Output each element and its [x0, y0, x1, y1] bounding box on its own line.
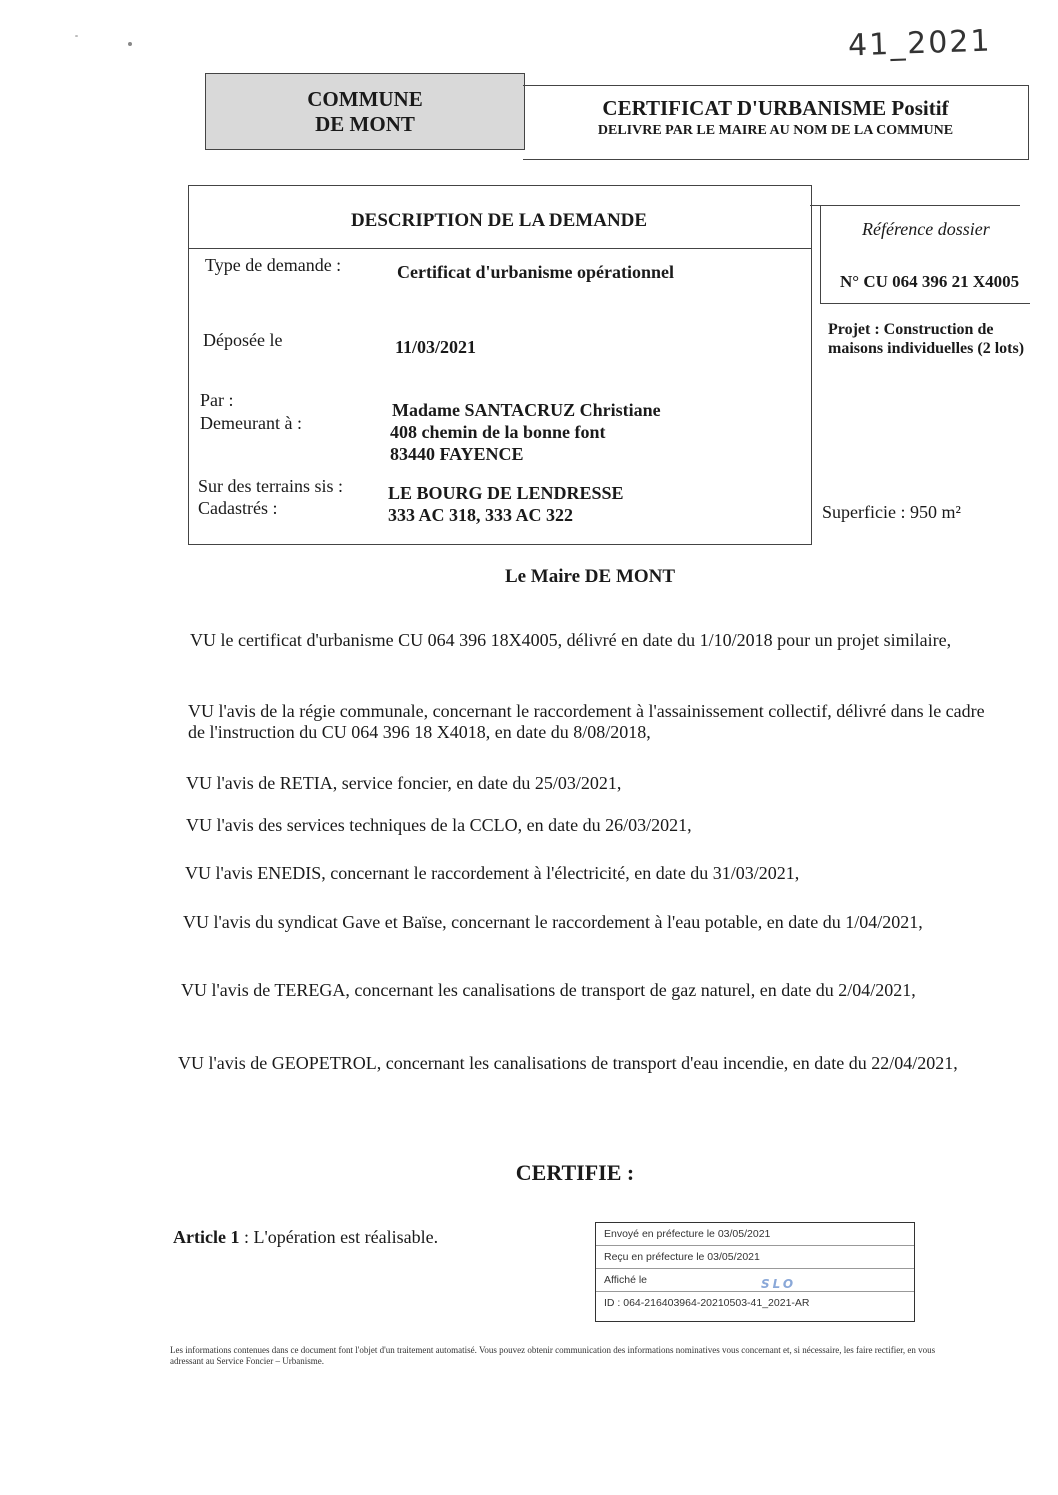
certificate-title: CERTIFICAT D'URBANISME Positif [602, 96, 949, 120]
footer-note: Les informations contenues dans ce document font l'objet d'un traitement automatisé. Vous pouvez obtenir communication des informations nominatives vous concernant et, si nécessaire, les faire rectifier, en vous adressant au Service Foncier – Urbanisme. [170, 1345, 936, 1366]
article-1-label: Article 1 [173, 1227, 240, 1247]
vu-paragraph: VU l'avis de la régie communale, concernant le raccordement à l'assainissement collectif, délivré dans le cadre de l'instruction du CU 064 396 18 X4018, en date du 8/08/2018, [188, 701, 985, 742]
deposee-value: 11/03/2021 [395, 337, 477, 357]
par-value: Madame SANTACRUZ Christiane [392, 400, 661, 420]
ref-box-bottom [820, 303, 1030, 304]
cadastres-value: 333 AC 318, 333 AC 322 [388, 505, 574, 525]
commune-box [205, 73, 525, 150]
cadastres-label: Cadastrés : [198, 498, 278, 518]
ref-box-top [810, 205, 1020, 206]
commune-line2: DE MONT [315, 111, 415, 136]
certifie-title: CERTIFIE : [515, 1160, 635, 1185]
type-label: Type de demande : [205, 255, 342, 275]
ref-number: N° CU 064 396 21 X4005 [840, 272, 1020, 291]
address-line1: 408 chemin de la bonne font [390, 422, 606, 442]
scan-speck [75, 35, 78, 37]
maire-title: Le Maire DE MONT [504, 566, 676, 587]
address-line2: 83440 FAYENCE [390, 444, 524, 464]
vu-paragraph: VU l'avis de GEOPETROL, concernant les canalisations de transport d'eau incendie, en date du 22/04/2021, [178, 1053, 958, 1073]
vu-paragraph: VU l'avis du syndicat Gave et Baïse, concernant le raccordement à l'eau potable, en date du 1/04/2021, [183, 912, 923, 932]
projet-text: Projet : Construction de maisons individuelles (2 lots) [828, 321, 1025, 357]
stamp-recu: Reçu en préfecture le 03/05/2021 [596, 1246, 914, 1269]
article-1-text: : L'opération est réalisable. [239, 1227, 439, 1247]
vu-paragraph: VU l'avis de RETIA, service foncier, en date du 25/03/2021, [186, 773, 622, 793]
vu-paragraph: VU l'avis des services techniques de la CCLO, en date du 26/03/2021, [186, 815, 692, 835]
slo-logo-icon: SLO [761, 1277, 797, 1291]
demeurant-label: Demeurant à : [200, 413, 302, 433]
terrains-label: Sur des terrains sis : [198, 476, 343, 496]
terrains-value: LE BOURG DE LENDRESSE [388, 483, 624, 503]
scan-speck [128, 42, 132, 46]
commune-line1: COMMUNE [307, 86, 423, 111]
certificate-subtitle: DELIVRE PAR LE MAIRE AU NOM DE LA COMMUNE [597, 123, 954, 138]
vu-paragraph: VU l'avis de TEREGA, concernant les canalisations de transport de gaz naturel, en date du 2/04/2021, [181, 980, 916, 1000]
superficie: Superficie : 950 m² [822, 502, 961, 522]
certificate-header [523, 85, 1029, 160]
vu-paragraph: VU le certificat d'urbanisme CU 064 396 18X4005, délivré en date du 1/10/2018 pour un projet similaire, [190, 630, 952, 650]
article-1 [173, 1227, 438, 1248]
stamp-affiche: Affiché le [604, 1274, 647, 1286]
prefecture-stamp [595, 1222, 915, 1322]
stamp-affiche-row [596, 1269, 914, 1292]
type-value: Certificat d'urbanisme opérationnel [397, 262, 674, 282]
section-divider [188, 248, 812, 249]
ref-label: Référence dossier [862, 219, 990, 239]
ref-box-side [820, 205, 821, 303]
section-title: DESCRIPTION DE LA DEMANDE [350, 210, 648, 231]
stamp-id: ID : 064-216403964-20210503-41_2021-AR [604, 1297, 810, 1309]
handwritten-reference: 41_2021 [847, 23, 993, 64]
vu-paragraph: VU l'avis ENEDIS, concernant le raccordement à l'électricité, en date du 31/03/2021, [185, 863, 800, 883]
par-label: Par : [200, 390, 234, 410]
deposee-label: Déposée le [203, 330, 283, 350]
stamp-envoye: Envoyé en préfecture le 03/05/2021 [596, 1223, 914, 1246]
